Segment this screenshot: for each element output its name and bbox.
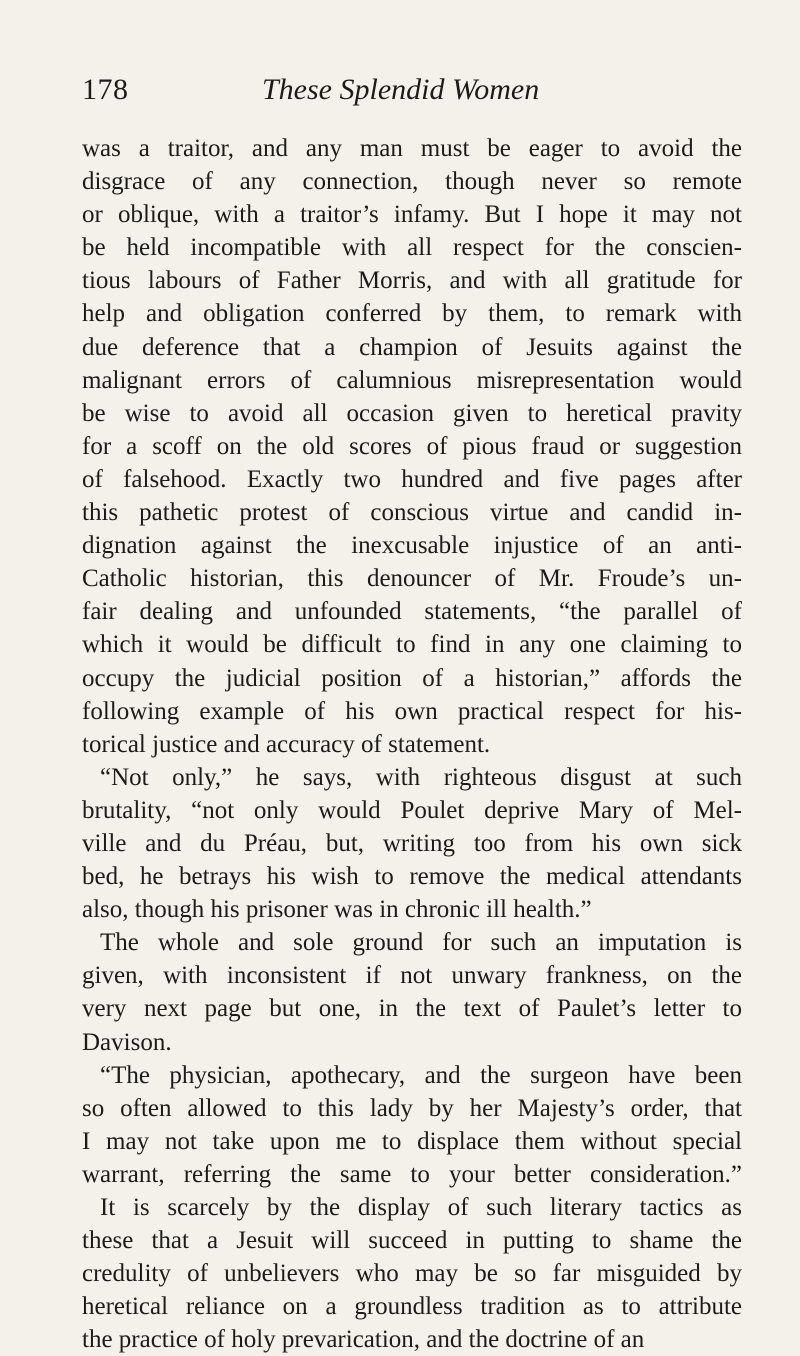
- text-line: occupy the judicial position of a historian,” affords the: [82, 664, 742, 692]
- text-line: for a scoff on the old scores of pious fraud or suggestion: [82, 432, 742, 460]
- text-line: I may not take upon me to displace them without special: [82, 1127, 742, 1155]
- text-line: Catholic historian, this denouncer of Mr. Froude’s un-: [82, 565, 742, 593]
- text-line: be held incompatible with all respect for the conscien-: [82, 234, 742, 262]
- text-line: following example of his own practical respect for his-: [82, 697, 742, 725]
- text-line: of falsehood. Exactly two hundred and five pages after: [82, 465, 742, 493]
- text-line: “The physician, apothecary, and the surgeon have been: [100, 1061, 742, 1089]
- text-line: was a traitor, and any man must be eager to avoid the: [82, 135, 742, 162]
- text-line: malignant errors of calumnious misrepresentation would: [82, 366, 742, 394]
- text-line: this pathetic protest of conscious virtue and candid in-: [82, 499, 742, 527]
- text-line: so often allowed to this lady by her Majesty’s order, that: [82, 1094, 742, 1122]
- text-line: these that a Jesuit will succeed in putting to shame the: [82, 1227, 742, 1255]
- text-line: heretical reliance on a groundless tradition as to attribute: [82, 1293, 742, 1321]
- text-line: The whole and sole ground for such an imputation is: [100, 929, 742, 957]
- text-line: brutality, “not only would Poulet deprive Mary of Mel-: [82, 796, 742, 824]
- text-line: dignation against the inexcusable injustice of an anti-: [82, 532, 742, 560]
- text-line: torical justice and accuracy of statement.: [82, 730, 491, 758]
- text-line: also, though his prisoner was in chronic ill health.”: [82, 896, 592, 924]
- text-line: very next page but one, in the text of Paulet’s letter to: [82, 995, 742, 1023]
- text-line: which it would be difficult to find in any one claiming to: [82, 631, 742, 659]
- text-line: or oblique, with a traitor’s infamy. But I hope it may not: [82, 201, 742, 229]
- text-line: It is scarcely by the display of such literary tactics as: [100, 1194, 742, 1221]
- body-text: [82, 132, 742, 1356]
- page-header: [82, 68, 742, 112]
- text-line: given, with inconsistent if not unwary frankness, on the: [82, 962, 742, 990]
- text-line: credulity of unbelievers who may be so far misguided by: [82, 1260, 742, 1288]
- text-line: fair dealing and unfounded statements, “the parallel of: [82, 598, 742, 626]
- text-line: bed, he betrays his wish to remove the medical attendants: [82, 863, 742, 891]
- text-line: warrant, referring the same to your better consideration.”: [82, 1160, 742, 1188]
- text-line: “Not only,” he says, with righteous disgust at such: [100, 763, 742, 791]
- page-number: 178: [82, 73, 129, 106]
- text-line: due deference that a champion of Jesuits against the: [82, 333, 742, 361]
- text-line: the practice of holy prevarication, and the doctrine of an: [82, 1326, 645, 1354]
- text-line: Davison.: [82, 1028, 172, 1056]
- text-line: be wise to avoid all occasion given to heretical pravity: [82, 399, 742, 427]
- text-line: disgrace of any connection, though never so remote: [82, 168, 742, 196]
- text-line: ville and du Préau, but, writing too from his own sick: [82, 829, 742, 857]
- text-line: tious labours of Father Morris, and with all gratitude for: [82, 267, 742, 295]
- text-line: help and obligation conferred by them, to remark with: [82, 300, 742, 328]
- running-title: These Splendid Women: [262, 73, 540, 106]
